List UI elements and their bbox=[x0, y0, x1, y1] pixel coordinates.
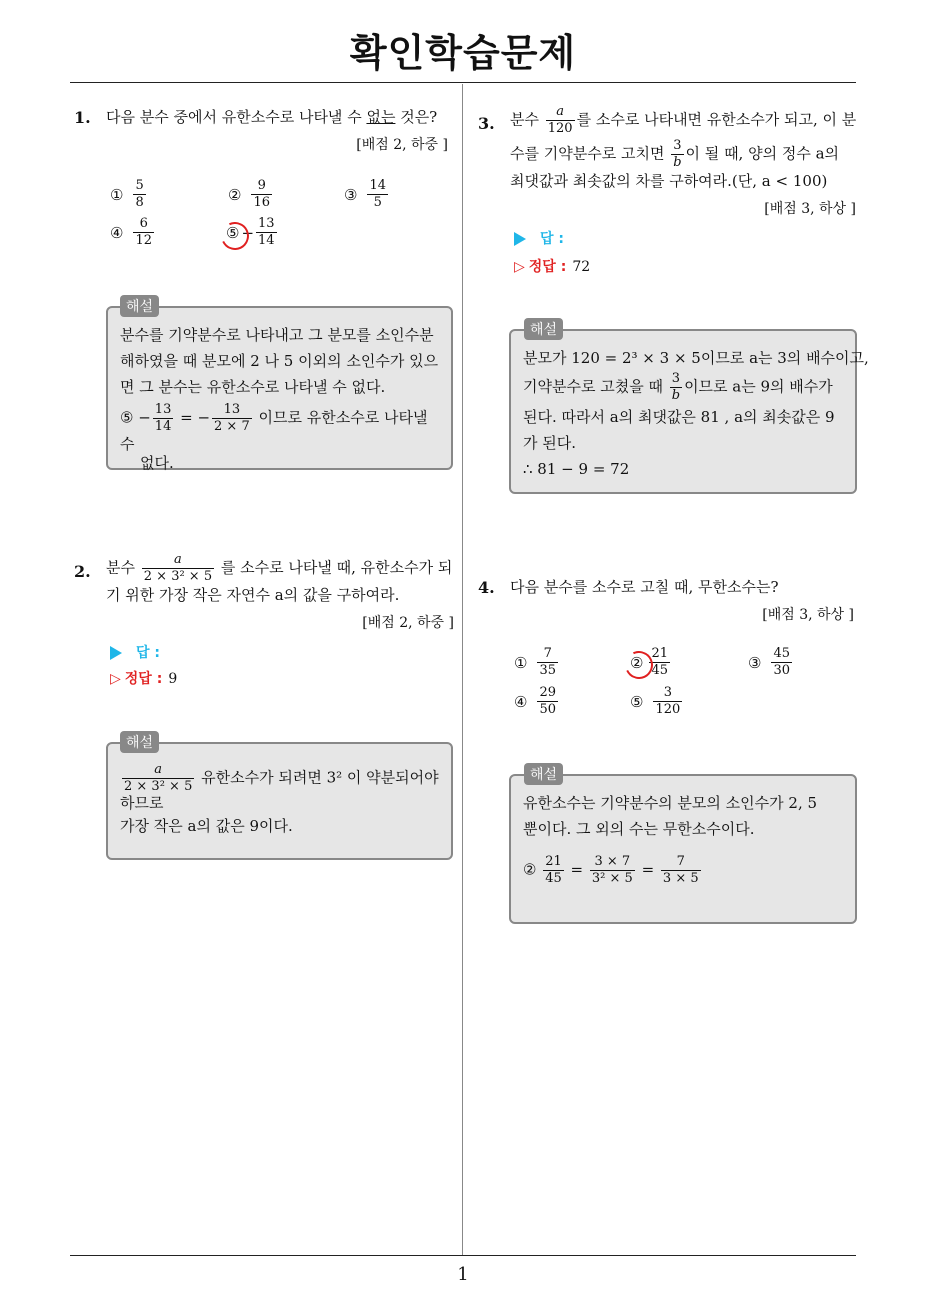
correct-answer: ▷ 정답 : 9 bbox=[110, 671, 178, 687]
fraction: $\frac{14}{5}$ bbox=[369, 178, 386, 210]
explanation-line: 기약분수로 고쳤을 때 $\frac{3}{b}$ 이므로 a는 9의 배수가 bbox=[523, 371, 833, 403]
score-label: [배점 3, 하상 ] bbox=[762, 607, 854, 623]
explanation-line: 가장 작은 a의 값은 9이다. bbox=[120, 817, 293, 835]
choice-number: ① bbox=[110, 185, 124, 204]
choice-number: ② bbox=[630, 653, 644, 672]
page-number: 1 bbox=[457, 1264, 469, 1285]
explanation-line: 가 된다. bbox=[523, 434, 577, 452]
fraction: $\frac{29}{50}$ bbox=[539, 685, 556, 717]
fraction: $\frac{13}{14}$ bbox=[258, 216, 275, 248]
explanation-line: 해하였을 때 분모에 2 나 5 이외의 소인수가 있으 bbox=[120, 352, 439, 370]
explanation-tag: 해설 bbox=[120, 295, 159, 317]
fraction: $\frac{45}{30}$ bbox=[773, 646, 790, 678]
choice-number: ⑤ bbox=[630, 692, 644, 711]
fraction: $\frac{6}{12}$ bbox=[135, 216, 152, 248]
question-text: 분수 $\frac{a}{120}$ 를 소수로 나타내면 유한소수가 되고, 이 분 bbox=[510, 104, 857, 136]
question-text: 다음 분수를 소수로 고칠 때, 무한소수는? bbox=[510, 578, 779, 596]
question-number: 1. bbox=[74, 108, 91, 127]
choice-3[interactable] bbox=[344, 178, 390, 211]
explanation-line: 분모가 120 = 2³ × 3 × 5이므로 a는 3의 배수이고, bbox=[523, 349, 869, 367]
choice-number: ② bbox=[228, 185, 242, 204]
fraction: $\frac{3}{120}$ bbox=[655, 685, 681, 717]
choice-number: ⑤ bbox=[120, 408, 134, 427]
answer-prompt: 답 : bbox=[110, 642, 160, 662]
choice-3[interactable] bbox=[748, 646, 794, 679]
question-text bbox=[106, 106, 437, 127]
explanation-equation: $\frac{a}{\text{2 × 3² × 5}}$ 유한소수가 되려면 3² 이 약분되어야 bbox=[124, 762, 439, 794]
question-number: 3. bbox=[478, 114, 495, 133]
score-label: [배점 2, 하중 ] bbox=[362, 615, 454, 631]
choice-number: ④ bbox=[514, 692, 528, 711]
question-text-underlined: 없는 bbox=[366, 108, 396, 126]
explanation-equation: ⑤ − $\frac{13}{14}$ = − $\frac{13}{2 \times 7}$ 이므로 유한소수로 나타낼 수 bbox=[120, 402, 428, 453]
choice-2[interactable] bbox=[228, 178, 274, 211]
explanation-tag: 해설 bbox=[524, 763, 563, 785]
triangle-outline-icon: ▷ bbox=[514, 259, 525, 275]
explanation-line: 이므로 유한소수로 나타낼 수 bbox=[120, 408, 428, 453]
fraction: $\frac{5}{8}$ bbox=[135, 178, 144, 210]
choice-5[interactable] bbox=[630, 685, 684, 718]
explanation-line: 분수를 기약분수로 나타내고 그 분모를 소인수분 bbox=[120, 326, 434, 344]
explanation-line: ∴ 81 − 9 = 72 bbox=[523, 460, 630, 478]
explanation-box bbox=[106, 742, 453, 860]
choice-number: ③ bbox=[344, 185, 358, 204]
explanation-line: 뿐이다. 그 외의 수는 무한소수이다. bbox=[523, 820, 755, 838]
question-text-part: 것은? bbox=[395, 108, 438, 126]
choice-number: ④ bbox=[110, 223, 124, 242]
question-number: 4. bbox=[478, 578, 495, 597]
choice-4[interactable] bbox=[110, 216, 156, 249]
header-rule bbox=[70, 82, 856, 83]
explanation-line: 하므로 bbox=[120, 794, 164, 812]
choice-number: ③ bbox=[748, 653, 762, 672]
minus-sign: − bbox=[241, 223, 255, 242]
choice-number: ⑤ bbox=[226, 223, 240, 242]
column-divider bbox=[462, 84, 463, 1256]
explanation-line: 없다. bbox=[140, 454, 174, 472]
fraction: $\frac{21}{45}$ bbox=[651, 646, 668, 678]
explanation-line: 된다. 따라서 a의 최댓값은 81 , a의 최솟값은 9 bbox=[523, 408, 835, 426]
play-icon bbox=[110, 646, 122, 660]
page-title: 확인학습문제 bbox=[349, 31, 577, 75]
explanation-tag: 해설 bbox=[120, 731, 159, 753]
footer-rule bbox=[70, 1255, 856, 1256]
question-text: 최댓값과 최솟값의 차를 구하여라.(단, a < 100) bbox=[510, 172, 828, 190]
explanation-line: 면 그 분수는 유한소수로 나타낼 수 없다. bbox=[120, 378, 386, 396]
explanation-tag: 해설 bbox=[524, 318, 563, 340]
question-number: 2. bbox=[74, 562, 91, 581]
choice-4[interactable] bbox=[514, 685, 560, 718]
explanation-box bbox=[509, 329, 869, 494]
choice-1[interactable] bbox=[110, 178, 148, 211]
question-text: 기 위한 가장 작은 자연수 a의 값을 구하여라. bbox=[106, 586, 400, 604]
choice-1[interactable] bbox=[514, 646, 560, 679]
score-label: [배점 3, 하상 ] bbox=[764, 201, 856, 217]
choice-number: ① bbox=[514, 653, 528, 672]
explanation-box bbox=[509, 774, 857, 924]
question-text: 분수 $\frac{a}{\text{2 × 3² × 5}}$ 를 소수로 나타낼 때, 유한소수가 되 bbox=[106, 552, 453, 584]
triangle-outline-icon: ▷ bbox=[110, 671, 121, 687]
answer-prompt: 답 : bbox=[514, 228, 564, 248]
score-label: [배점 2, 하중 ] bbox=[356, 137, 448, 153]
explanation-box bbox=[106, 306, 453, 470]
explanation-line: 유한소수는 기약분수의 분모의 소인수가 2, 5 bbox=[523, 794, 818, 812]
fraction: $\frac{9}{16}$ bbox=[253, 178, 270, 210]
correct-answer: ▷ 정답 : 72 bbox=[514, 259, 591, 275]
question-text-part: 다음 분수 중에서 유한소수로 나타낼 수 bbox=[106, 108, 367, 126]
play-icon bbox=[514, 232, 526, 246]
question-text: 수를 기약분수로 고치면 $\frac{3}{b}$ 이 될 때, 양의 정수 a의 bbox=[510, 138, 840, 170]
explanation-equation: ② $\frac{21}{45}$ = $\frac{3 \times 7}{\text{3² × 5}}$ = $\frac{7}{3 \times 5}$ bbox=[523, 854, 699, 886]
fraction: $\frac{7}{35}$ bbox=[539, 646, 556, 678]
